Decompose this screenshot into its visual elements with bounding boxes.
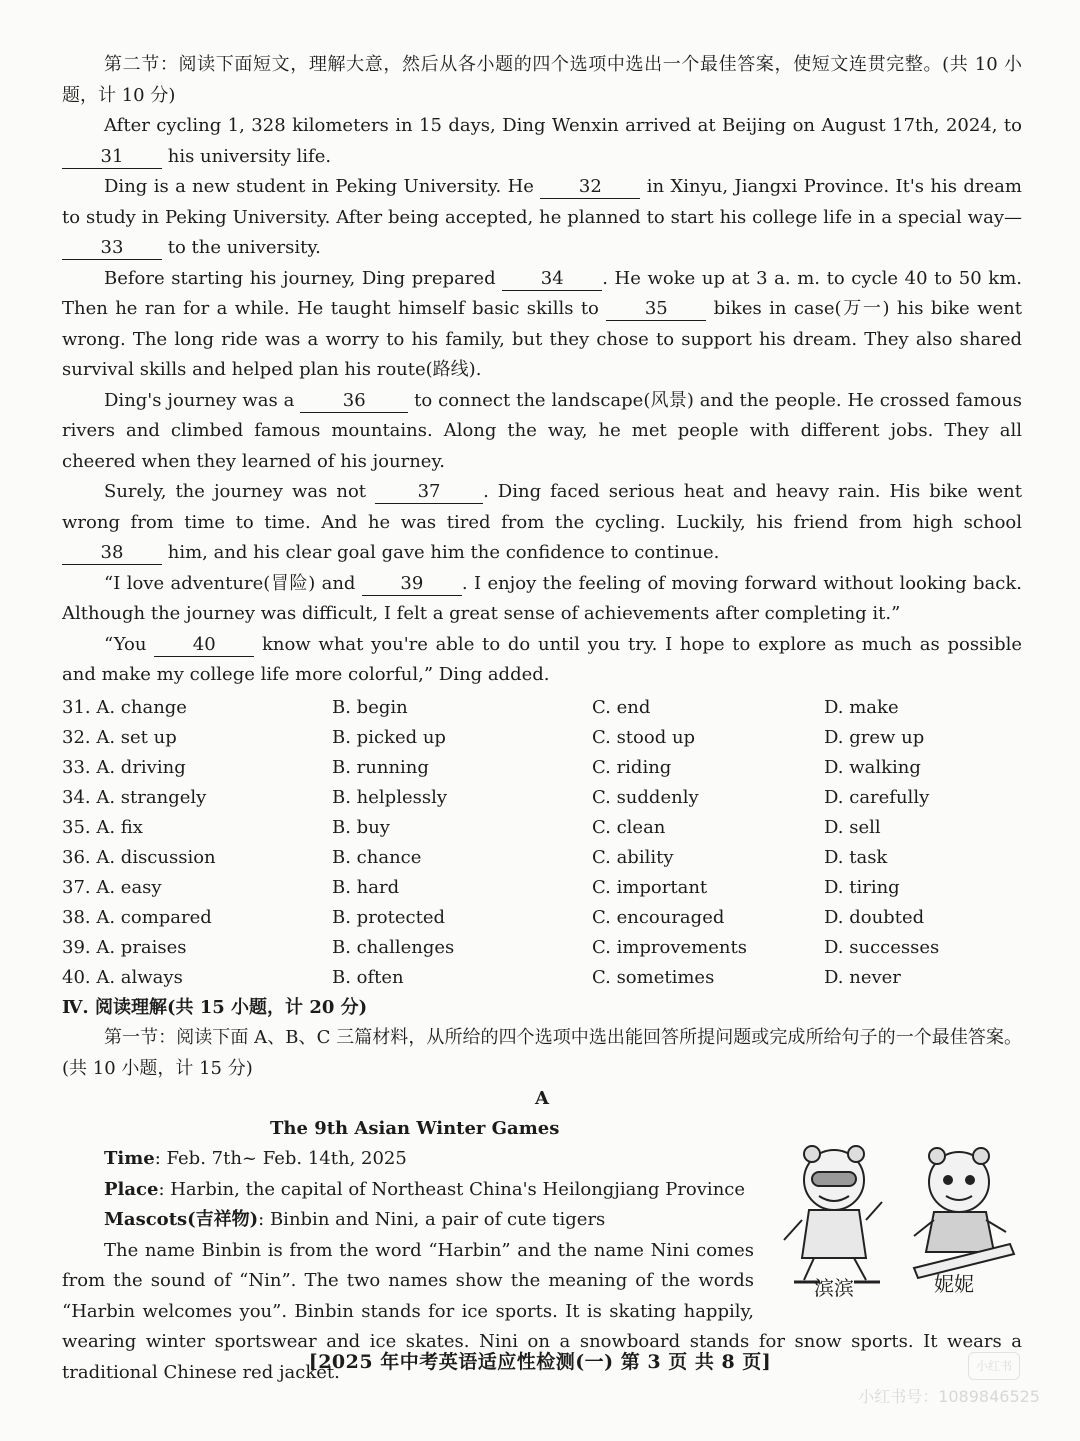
option-b: B. often xyxy=(332,967,404,988)
article-letter: A xyxy=(535,1088,549,1109)
text: . I enjoy the feeling of moving forward without looking back. Although the journey was difficult, I felt a great sense of achievements after completing it.” xyxy=(62,572,1022,624)
option-row-36 xyxy=(62,843,1022,873)
option-c: C. improvements xyxy=(592,937,747,958)
nini-figure xyxy=(914,1148,1014,1278)
text: “You xyxy=(104,633,147,655)
passage-paragraph-6 xyxy=(62,569,1022,630)
text: to connect the landscape(风景) and the people. He crossed famous rivers and climbed famous mountains. Along the way, he met people with different jobs. They all cheered when they learned of his journey. xyxy=(62,389,1022,472)
text: know what you're able to do until you try. I hope to explore as much as possible and make my college life more colorful,” Ding added. xyxy=(62,633,1022,685)
text: his university life. xyxy=(167,145,332,167)
option-row-33 xyxy=(62,753,1022,783)
option-b: B. running xyxy=(332,757,429,778)
blank-31: 31 xyxy=(62,146,162,169)
option-c: C. ability xyxy=(592,847,674,868)
article-title: The 9th Asian Winter Games xyxy=(270,1118,560,1139)
blank-40: 40 xyxy=(154,634,254,657)
option-a: 39. A. praises xyxy=(62,937,187,958)
info-mascots xyxy=(62,1205,752,1236)
mascot-nini-label: 妮妮 xyxy=(934,1272,974,1296)
passage-paragraph-5 xyxy=(62,477,1022,569)
passage-paragraph-2 xyxy=(62,172,1022,264)
passage-paragraph-4 xyxy=(62,386,1022,478)
option-b: B. hard xyxy=(332,877,400,898)
option-d: D. never xyxy=(824,967,901,988)
passage-paragraph-3 xyxy=(62,264,1022,386)
option-row-34 xyxy=(62,783,1022,813)
blank-32: 32 xyxy=(540,176,640,199)
label: Place xyxy=(104,1178,159,1200)
text: After cycling 1, 328 kilometers in 15 days, Ding Wenxin arrived at Beijing on August 17th, 2024, to xyxy=(104,115,1022,136)
text: Ding's journey was a xyxy=(104,389,295,411)
option-d: D. task xyxy=(824,847,888,868)
option-a: 31. A. change xyxy=(62,697,187,718)
option-a: 35. A. fix xyxy=(62,817,143,838)
watermark: 小红书号：1089846525 xyxy=(858,1387,1040,1406)
option-c: C. important xyxy=(592,877,708,898)
option-row-39 xyxy=(62,933,1022,963)
mascot-binbin-label: 滨滨 xyxy=(814,1276,854,1300)
label: Mascots(吉祥物) xyxy=(104,1209,259,1230)
option-d: D. grew up xyxy=(824,727,925,748)
passage-paragraph-1 xyxy=(62,111,1022,172)
blank-38: 38 xyxy=(62,542,162,565)
article-a-body: The name Binbin is from the word “Harbin” and the name Nini comes from the sound of “Nin”. The two names show the meaning of the words “Harbin welcomes you”. Binbin stands for ice sports. It is skating happily, wearing winter sportswear and ice skates. Nini on a snowboard stands for snow sports. It wears a traditional Chinese red jacket. xyxy=(62,1236,1022,1389)
option-row-38 xyxy=(62,903,1022,933)
option-c: C. stood up xyxy=(592,727,696,748)
value: : Binbin and Nini, a pair of cute tigers xyxy=(258,1209,606,1230)
option-b: B. begin xyxy=(332,697,408,718)
text: . Ding faced serious heat and heavy rain. His bike went wrong from time to time. And he was tired from the cycling. Luckily, his friend from high school xyxy=(62,481,1022,533)
option-a: 36. A. discussion xyxy=(62,847,216,868)
text: Before starting his journey, Ding prepared xyxy=(104,267,496,289)
option-c: C. end xyxy=(592,697,651,718)
option-d: D. walking xyxy=(824,757,921,778)
exam-page xyxy=(62,50,1022,1388)
option-b: B. challenges xyxy=(332,937,455,958)
info-place xyxy=(62,1175,752,1206)
blank-34: 34 xyxy=(502,268,602,291)
text: in Xinyu, Jiangxi Province. It's his dream to study in Peking University. After being accepted, he planned to start his college life in a special way— xyxy=(62,176,1022,228)
option-c: C. clean xyxy=(592,817,666,838)
mascot-drawing xyxy=(774,1140,1024,1290)
option-c: C. suddenly xyxy=(592,787,699,808)
mascot-illustration xyxy=(774,1140,1024,1320)
option-row-31 xyxy=(62,693,1022,723)
page-footer: [2025 年中考英语适应性检测(一) 第 3 页 共 8 页] xyxy=(308,1351,772,1373)
answer-options xyxy=(62,693,1022,993)
option-a: 38. A. compared xyxy=(62,907,212,928)
text: to the university. xyxy=(167,237,321,258)
text: bikes in case(万一) his bike went wrong. The long ride was a worry to his family, but they chose to support his dream. They also shared survival skills and helped plan his route(路线). xyxy=(62,298,1022,380)
text: . He woke up at 3 a. m. to cycle 40 to 50 km. Then he ran for a while. He taught himself basic skills to xyxy=(62,267,1022,319)
blank-39: 39 xyxy=(362,573,462,596)
option-b: B. protected xyxy=(332,907,446,928)
option-b: B. buy xyxy=(332,817,390,838)
option-d: D. carefully xyxy=(824,787,930,808)
label: Time xyxy=(104,1148,155,1169)
option-a: 40. A. always xyxy=(62,967,183,988)
option-b: B. helplessly xyxy=(332,787,448,808)
option-c: C. encouraged xyxy=(592,907,725,928)
part4-heading: Ⅳ. 阅读理解(共 15 小题，计 20 分) xyxy=(62,996,368,1018)
option-a: 32. A. set up xyxy=(62,727,177,748)
option-c: C. riding xyxy=(592,757,672,778)
option-d: D. doubted xyxy=(824,907,925,928)
option-b: B. chance xyxy=(332,847,422,868)
option-row-32 xyxy=(62,723,1022,753)
info-time xyxy=(62,1144,752,1175)
blank-37: 37 xyxy=(375,481,483,504)
value: : Harbin, the capital of Northeast China's Heilongjiang Province xyxy=(158,1178,746,1200)
option-b: B. picked up xyxy=(332,727,446,748)
option-a: 37. A. easy xyxy=(62,877,162,898)
option-d: D. make xyxy=(824,697,899,718)
part4-section1-instructions: 第一节：阅读下面 A、B、C 三篇材料，从所给的四个选项中选出能回答所提问题或完成所给句子的一个最佳答案。(共 10 小题，计 15 分) xyxy=(62,1027,1022,1079)
option-row-35 xyxy=(62,813,1022,843)
text: “I love adventure(冒险) and xyxy=(104,572,356,594)
section2-heading: 第二节：阅读下面短文，理解大意，然后从各小题的四个选项中选出一个最佳答案，使短文连贯完整。(共 10 小题，计 10 分) xyxy=(62,54,1022,106)
blank-36: 36 xyxy=(300,390,408,413)
option-d: D. successes xyxy=(824,937,940,958)
option-d: D. sell xyxy=(824,817,881,838)
watermark-logo: 小红书 xyxy=(968,1352,1020,1380)
value: : Feb. 7th~ Feb. 14th, 2025 xyxy=(154,1148,407,1169)
option-a: 34. A. strangely xyxy=(62,787,207,808)
blank-33: 33 xyxy=(62,237,162,260)
text: Ding is a new student in Peking University. He xyxy=(104,176,534,197)
passage-paragraph-7 xyxy=(62,630,1022,691)
text: Surely, the journey was not xyxy=(104,481,367,502)
binbin-figure xyxy=(784,1146,882,1282)
option-c: C. sometimes xyxy=(592,967,715,988)
blank-35: 35 xyxy=(606,298,706,321)
option-row-37 xyxy=(62,873,1022,903)
text: him, and his clear goal gave him the confidence to continue. xyxy=(167,542,720,563)
option-row-40 xyxy=(62,963,1022,993)
option-a: 33. A. driving xyxy=(62,757,186,778)
option-d: D. tiring xyxy=(824,877,900,898)
